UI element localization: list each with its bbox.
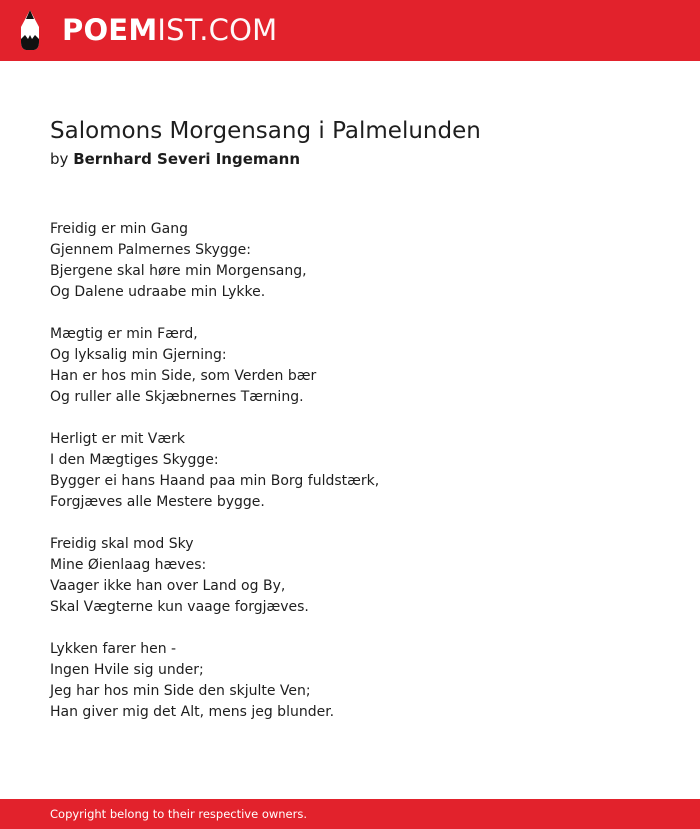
logo-text-light: IST.COM — [157, 13, 278, 47]
poem-line: Freidig er min Gang — [50, 221, 188, 237]
poem-title: Salomons Morgensang i Palmelunden — [50, 118, 481, 144]
poem-line: I den Mægtiges Skygge: — [50, 452, 219, 468]
poem-line: Forgjæves alle Mestere bygge. — [50, 494, 265, 510]
site-header — [0, 0, 700, 61]
poem-line: Herligt er mit Værk — [50, 431, 185, 447]
stanza — [50, 219, 670, 303]
poem-line: Og Dalene udraabe min Lykke. — [50, 284, 266, 300]
poem-line: Bygger ei hans Haand paa min Borg fuldstærk, — [50, 473, 380, 489]
stanza — [50, 534, 670, 618]
site-logo[interactable] — [62, 12, 277, 48]
poem-author: Bernhard Severi Ingemann — [73, 150, 300, 168]
poem-line: Og ruller alle Skjæbnernes Tærning. — [50, 389, 304, 405]
poem-line: Bjergene skal høre min Morgensang, — [50, 263, 307, 279]
poem-line: Han er hos min Side, som Verden bær — [50, 368, 317, 384]
pen-nib-icon[interactable] — [18, 10, 42, 51]
poem-line: Mægtig er min Færd, — [50, 326, 198, 342]
by-label: by — [50, 150, 69, 168]
poem-line: Vaager ikke han over Land og By, — [50, 578, 286, 594]
poem-line: Mine Øienlaag hæves: — [50, 557, 207, 573]
poem-line: Han giver mig det Alt, mens jeg blunder. — [50, 704, 335, 720]
poem-line: Ingen Hvile sig under; — [50, 662, 204, 678]
poem-line: Jeg har hos min Side den skjulte Ven; — [50, 683, 311, 699]
poem-line: Gjennem Palmernes Skygge: — [50, 242, 251, 258]
stanza — [50, 429, 670, 513]
stanza — [50, 324, 670, 408]
stanza — [50, 639, 670, 723]
logo-text-strong: POEM — [62, 13, 158, 47]
copyright-text: Copyright belong to their respective owners. — [50, 807, 308, 821]
poem-line: Skal Vægterne kun vaage forgjæves. — [50, 599, 309, 615]
site-footer — [0, 799, 700, 829]
poem-byline — [50, 149, 300, 169]
poem-line: Og lyksalig min Gjerning: — [50, 347, 227, 363]
poem-line: Freidig skal mod Sky — [50, 536, 194, 552]
poem-body — [50, 219, 670, 744]
poem-line: Lykken farer hen - — [50, 641, 177, 657]
